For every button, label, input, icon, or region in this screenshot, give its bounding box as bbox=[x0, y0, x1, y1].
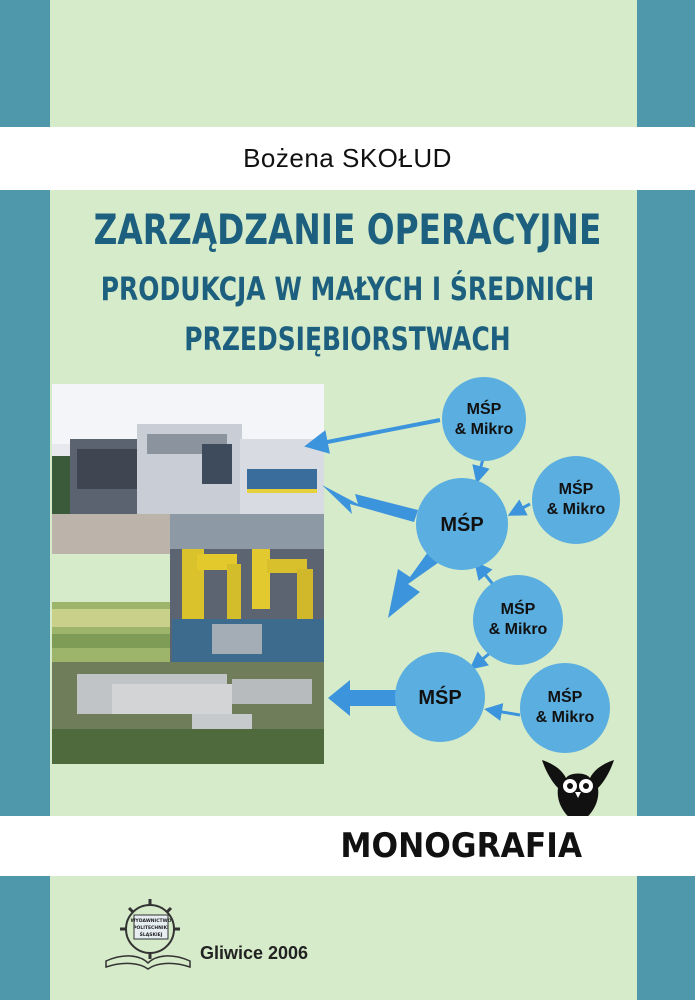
svg-text:WYDAWNICTWO: WYDAWNICTWO bbox=[130, 919, 172, 924]
publisher-logo bbox=[100, 895, 196, 973]
arrow-mikro2-to-msp1 bbox=[513, 504, 530, 513]
title-line-2: PRODUKCJA W MAŁYCH I ŚREDNICH bbox=[100, 270, 595, 308]
arrow-mikro1-to-building bbox=[312, 420, 440, 445]
mikro-circle-1-line2: & Mikro bbox=[454, 421, 514, 438]
place-and-year: Gliwice 2006 bbox=[200, 943, 309, 963]
msp-circle-1 bbox=[416, 478, 508, 570]
svg-text:POLITECHNIKI: POLITECHNIKI bbox=[133, 926, 169, 931]
series-label: MONOGRAFIA bbox=[340, 826, 583, 866]
mikro-circle-3 bbox=[473, 575, 563, 665]
mikro-circle-2-line2: & Mikro bbox=[546, 501, 606, 518]
title-line-1: ZARZĄDZANIE OPERACYJNE bbox=[93, 205, 602, 254]
arrow-mikro3-to-msp2 bbox=[474, 653, 490, 666]
author-name: Bożena SKOŁUD bbox=[243, 143, 452, 173]
title-line-3: PRZEDSIĘBIORSTWACH bbox=[184, 320, 511, 358]
mikro-circle-4-line2: & Mikro bbox=[535, 709, 595, 726]
msp-network-diagram bbox=[0, 370, 695, 780]
svg-text:ŚLĄSKIEJ: ŚLĄSKIEJ bbox=[139, 933, 163, 938]
mikro-circle-1-line1: MŚP bbox=[466, 401, 502, 418]
msp-circle-2-label: MŚP bbox=[418, 687, 462, 709]
mikro-circle-3-line1: MŚP bbox=[500, 601, 536, 618]
msp-circle-2 bbox=[395, 652, 485, 742]
big-arrow-msp2-to-aerial bbox=[328, 680, 398, 716]
msp-circle-1-label: MŚP bbox=[440, 514, 484, 536]
big-arrow-msp1-to-robots bbox=[388, 552, 442, 618]
mikro-circle-2-line1: MŚP bbox=[558, 481, 594, 498]
mikro-circle-2 bbox=[532, 456, 620, 544]
mikro-circle-3-line2: & Mikro bbox=[488, 621, 548, 638]
arrow-mikro4-to-msp2 bbox=[490, 710, 520, 715]
mikro-circle-1 bbox=[442, 377, 526, 461]
big-arrow-msp1-to-building bbox=[322, 485, 418, 522]
mikro-circle-4-line1: MŚP bbox=[547, 689, 583, 706]
mikro-circle-4 bbox=[520, 663, 610, 753]
